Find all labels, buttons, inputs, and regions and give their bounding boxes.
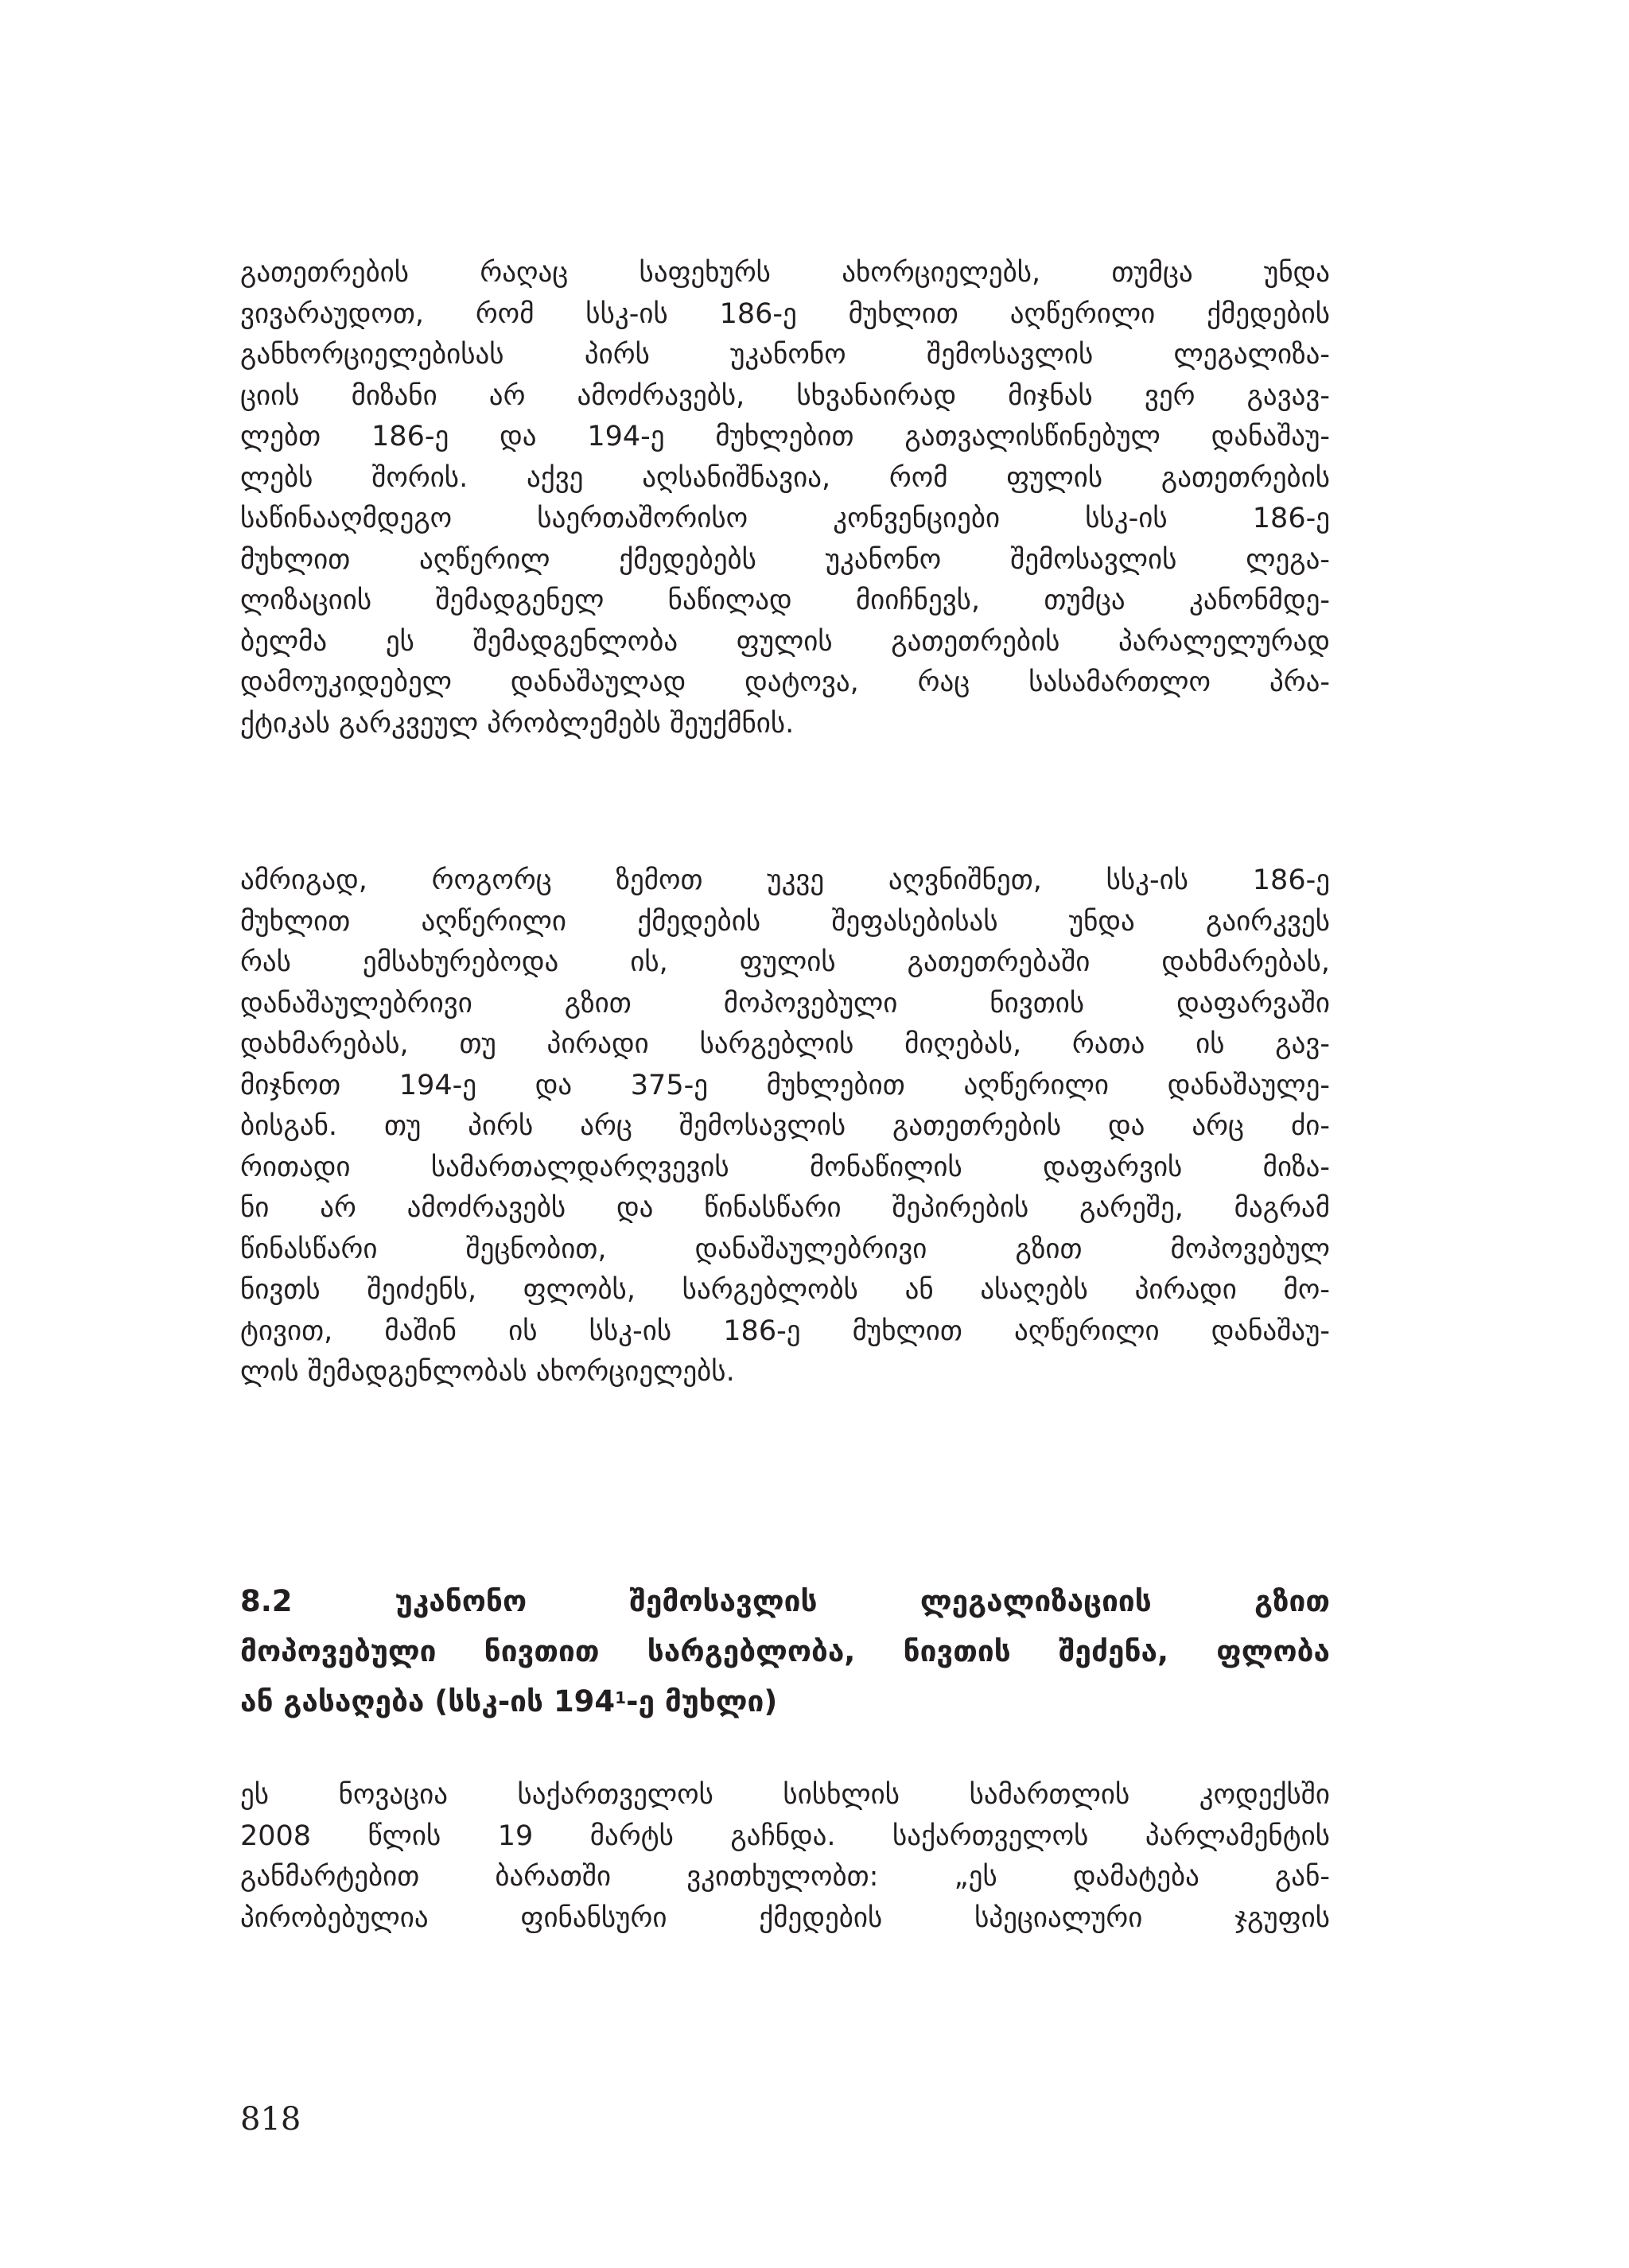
text-line: ქტიკას გარკვეულ პრობლემებს შეუქმნის. [240,707,795,740]
heading-line: 8.2 უკანონო შემოსავლის ლეგალიზაციის გზით [240,1584,1330,1618]
text-line: ლებს შორის. აქვე აღსანიშნავია, რომ ფულის გათეთრების [240,461,1330,494]
text-line: ლებთ 186-ე და 194-ე მუხლებით გათვალისწინებულ დანაშაუ- [240,421,1330,452]
text-line: განმარტებით ბარათში ვკითხულობთ: „ეს დამატება გან- [240,1861,1330,1893]
text-line: გათეთრების რაღაც საფეხურს ახორციელებს, თუმცა უნდა [240,257,1330,289]
text-line: პირობებულია ფინანსური ქმედების სპეციალური ჯგუფის [240,1901,1330,1934]
text-line: ციის მიზანი არ ამოძრავებს, სხვანაირად მიჯნას ვერ გავავ- [240,379,1330,412]
text-line: წინასწარი შეცნობით, დანაშაულებრივი გზით მოპოვებულ [240,1233,1330,1265]
text-line: ამრიგად, როგორც ზემოთ უკვე აღვნიშნეთ, სსკ-ის 186-ე [240,864,1330,896]
heading-line: მოპოვებული ნივთით სარგებლობა, ნივთის შეძენა, ფლობა [240,1634,1330,1668]
text-line: დამოუკიდებელ დანაშაულად დატოვა, რაც სასამართლო პრა- [240,666,1330,698]
heading-line [240,1676,1330,1726]
text-line: ბისგან. თუ პირს არც შემოსავლის გათეთრების და არც ძი- [240,1110,1330,1142]
text-line: განხორციელებისას პირს უკანონო შემოსავლის ლეგალიზა- [240,339,1330,371]
text-line: ტივით, მაშინ ის სსკ-ის 186-ე მუხლით აღწერილი დანაშაუ- [240,1315,1330,1347]
text-line: რითადი სამართალდარღვევის მონაწილის დაფარვის მიზა- [240,1151,1330,1183]
text-line: ნი არ ამოძრავებს და წინასწარი შეპირების გარეშე, მაგრამ [240,1192,1330,1224]
text-line: ეს ნოვაცია საქართველოს სისხლის სამართლის კოდექსში [240,1779,1330,1811]
text-line: ლიზაციის შემადგენელ ნაწილად მიიჩნევს, თუმცა კანონმდე- [240,584,1330,616]
text-line: ნივთს შეიძენს, ფლობს, სარგებლობს ან ასაღებს პირადი მო- [240,1274,1330,1306]
page-number: 818 [240,2101,301,2138]
text-line: საწინააღმდეგო საერთაშორისო კონვენციები სსკ-ის 186-ე [240,503,1330,534]
heading-text: ან გასაღება (სსკ-ის 194 [240,1684,616,1718]
body-paragraph [240,253,1330,744]
section-heading [240,1576,1330,1726]
body-paragraph [240,1775,1330,1939]
text-line: დანაშაულებრივი გზით მოპოვებული ნივთის დაფარვაში [240,987,1330,1019]
heading-text: -ე მუხლი) [626,1684,778,1718]
text-line: მუხლით აღწერილ ქმედებებს უკანონო შემოსავლის ლეგა- [240,543,1330,576]
text-line: მუხლით აღწერილი ქმედების შეფასებისას უნდა გაირკვეს [240,905,1330,938]
superscript: 1 [615,1688,627,1707]
text-line: 2008 წლის 19 მარტს გაჩნდა. საქართველოს პარლამენტის [240,1819,1330,1852]
body-paragraph [240,860,1330,1393]
text-line: დახმარებას, თუ პირადი სარგებლის მიღებას, რათა ის გავ- [240,1028,1330,1060]
text-line: ვივარაუდოთ, რომ სსკ-ის 186-ე მუხლით აღწერილი ქმედების [240,297,1330,330]
text-line: მიჯნოთ 194-ე და 375-ე მუხლებით აღწერილი დანაშაულე- [240,1069,1330,1101]
text-line: რას ემსახურებოდა ის, ფულის გათეთრებაში დახმარებას, [240,946,1330,978]
text-line: ბელმა ეს შემადგენლობა ფულის გათეთრების პარალელურად [240,625,1330,658]
text-line: ლის შემადგენლობას ახორციელებს. [240,1356,735,1388]
